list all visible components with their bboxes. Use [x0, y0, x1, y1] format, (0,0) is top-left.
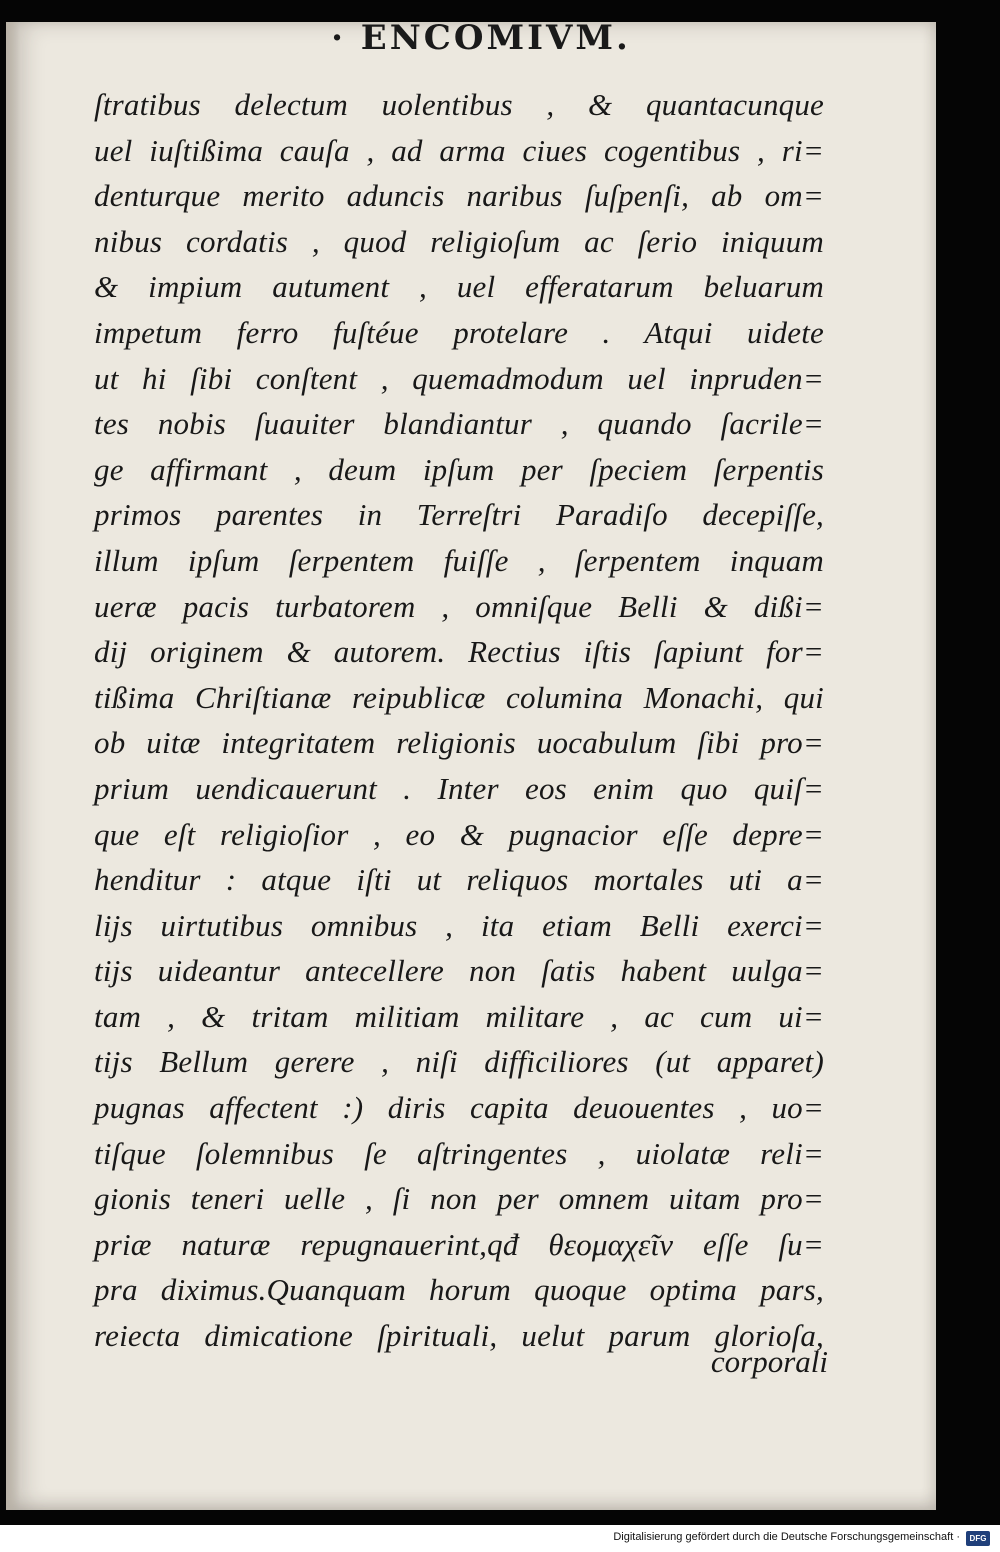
text-line: tijs uideantur antecellere non ſatis habent uulga= [94, 953, 824, 989]
text-line: tijs Bellum gerere , niſi difficiliores (ut apparet) [94, 1044, 824, 1080]
text-line: ueræ pacis turbatorem , omniſque Belli & dißi= [94, 588, 824, 624]
text-line: ut hi ſibi conſtent , quemadmodum uel inpruden= [94, 360, 824, 396]
text-line: lijs uirtutibus omnibus , ita etiam Belli exerci= [94, 907, 824, 943]
text-line: tes nobis ſuauiter blandiantur , quando ſacrile= [94, 406, 824, 442]
text-line: prium uendicauerunt . Inter eos enim quo quiſ= [94, 770, 824, 806]
text-line: denturque merito aduncis naribus ſuſpenſi, ab om= [94, 178, 824, 214]
text-line: tiſque ſolemnibus ſe aſtringentes , uiolatæ reli= [94, 1135, 824, 1171]
text-line: ge affirmant , deum ipſum per ſpeciem ſerpentis [94, 451, 824, 487]
text-line: tißima Chriſtianæ reipublicæ columina Monachi, qui [94, 679, 824, 715]
text-line: ſtratibus delectum uolentibus , & quantacunque [94, 87, 824, 122]
body-text [94, 82, 824, 1359]
book-page [6, 22, 936, 1510]
text-line: ob uitæ integritatem religionis uocabulum ſibi pro= [94, 725, 824, 761]
text-line: gionis teneri uelle , ſi non per omnem uitam pro= [94, 1181, 824, 1217]
running-head: · ENCOMIVM. [331, 22, 631, 58]
text-line: & impium autument , uel efferatarum beluarum [94, 269, 824, 305]
text-line: impetum ferro fuſtéue protelare . Atqui uidete [94, 314, 824, 350]
text-line: reiecta dimicatione ſpirituali, uelut parum glorioſa, [94, 1318, 824, 1354]
text-line: priæ naturæ repugnauerint,qđ θεομαχεῖν eſſe ſu= [94, 1226, 824, 1262]
dfg-logo-icon: DFG [966, 1531, 990, 1546]
page-gutter-shadow [6, 22, 20, 1510]
text-line: illum ipſum ſerpentem fuiſſe , ſerpentem inquam [94, 542, 824, 578]
catchword: corporali [710, 1344, 828, 1379]
text-line: primos parentes in Terreſtri Paradiſo decepiſſe, [94, 497, 824, 533]
footer-bar [0, 1525, 1000, 1552]
text-line: pra diximus.Quanquam horum quoque optima pars, [94, 1272, 824, 1308]
text-line: tam , & tritam militiam militare , ac cum ui= [94, 998, 824, 1034]
text-line: nibus cordatis , quod religioſum ac ſerio iniquum [94, 223, 824, 259]
text-line: que eſt religioſior , eo & pugnacior eſſe depre= [94, 816, 824, 852]
text-line: uel iuſtißima cauſa , ad arma ciues cogentibus , ri= [94, 132, 824, 168]
digitization-credit: Digitalisierung gefördert durch die Deutsche Forschungsgemeinschaft · [613, 1531, 960, 1543]
text-line: henditur : atque iſti ut reliquos mortales uti a= [94, 862, 824, 898]
text-line: pugnas affectent :) diris capita deuouentes , uo= [94, 1090, 824, 1126]
text-line: dij originem & autorem. Rectius iſtis ſapiunt for= [94, 634, 824, 670]
